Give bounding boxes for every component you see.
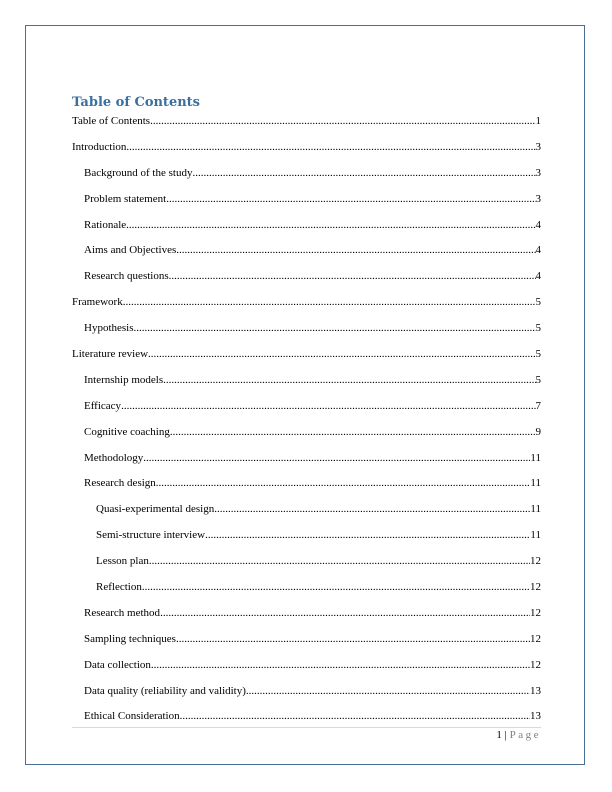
toc-entry-title: Cognitive coaching (84, 425, 170, 438)
toc-entry-page: 9 (535, 425, 541, 438)
toc-entry-leader (169, 269, 536, 284)
toc-entry-leader (176, 632, 530, 647)
toc-entry-leader (160, 606, 530, 621)
toc-entry[interactable] (72, 528, 541, 554)
toc-entry-page: 5 (535, 373, 541, 386)
toc-entry-page: 4 (535, 244, 541, 257)
toc-entry-page: 11 (530, 503, 541, 516)
toc-entry[interactable] (72, 321, 541, 347)
toc-entry-leader (170, 425, 536, 440)
page-number: 1 (496, 729, 502, 741)
toc-entry-leader (205, 528, 530, 543)
toc-entry-leader (166, 192, 535, 207)
toc-entry-leader (123, 295, 536, 310)
toc-entry-leader (121, 399, 535, 414)
toc-entry-page: 12 (530, 606, 541, 619)
toc-entry-leader (176, 243, 535, 258)
toc-entry-page: 13 (530, 684, 541, 697)
toc-entry-title: Literature review (72, 348, 149, 361)
toc-entry-title: Reflection (96, 581, 142, 594)
toc-entry-page: 1 (535, 115, 541, 127)
toc-entry-page: 11 (530, 451, 541, 464)
toc-entry-page: 12 (530, 555, 541, 568)
toc-entry[interactable] (72, 243, 541, 269)
toc-entry[interactable] (72, 192, 541, 218)
toc-entry[interactable] (72, 684, 541, 710)
toc-entry-page: 12 (530, 581, 541, 594)
toc-entry-title: Ethical Consideration (84, 710, 180, 723)
toc-entry[interactable] (72, 451, 541, 477)
toc-entry-title: Research method (84, 606, 161, 619)
toc-entry-leader (214, 502, 530, 517)
toc-entry-page: 13 (530, 710, 541, 723)
toc-entry-page: 3 (535, 166, 541, 179)
toc-entry[interactable] (72, 632, 541, 658)
toc-entry-page: 12 (530, 632, 541, 645)
toc-list (72, 114, 541, 735)
toc-entry-page: 11 (530, 477, 541, 490)
toc-entry-title: Table of Contents (72, 115, 151, 127)
toc-entry-title: Research questions (84, 270, 169, 283)
toc-entry-title: Rationale (84, 218, 127, 231)
toc-entry[interactable] (72, 580, 541, 606)
toc-entry[interactable] (72, 606, 541, 632)
toc-entry[interactable] (72, 347, 541, 373)
toc-entry-title: Hypothesis (84, 322, 134, 335)
toc-entry-title: Problem statement (84, 192, 167, 205)
toc-entry-page: 3 (535, 192, 541, 205)
toc-entry[interactable] (72, 114, 541, 140)
toc-entry[interactable] (72, 554, 541, 580)
toc-entry-title: Background of the study (84, 166, 193, 179)
toc-entry-leader (156, 476, 531, 491)
toc-entry-page: 3 (535, 140, 541, 153)
toc-entry-title: Efficacy (84, 399, 122, 412)
toc-entry-leader (192, 166, 535, 181)
toc-entry-leader (143, 451, 530, 466)
page-label: Page (509, 729, 541, 741)
toc-entry-title: Introduction (72, 140, 127, 153)
toc-entry-leader (148, 347, 535, 362)
toc-entry-page: 11 (530, 529, 541, 542)
toc-entry-leader (149, 554, 530, 569)
toc-entry-leader (151, 658, 530, 673)
toc-entry-title: Data quality (reliability and validity) (84, 684, 246, 697)
toc-entry-page: 4 (535, 270, 541, 283)
toc-entry[interactable] (72, 502, 541, 528)
page-footer (496, 729, 541, 741)
toc-heading: Table of Contents (72, 95, 200, 110)
toc-entry-title: Lesson plan (96, 555, 149, 568)
toc-entry-title: Methodology (84, 451, 144, 464)
toc-entry-title: Quasi-experimental design (96, 503, 215, 516)
toc-entry-title: Data collection (84, 658, 151, 671)
toc-entry[interactable] (72, 399, 541, 425)
toc-entry[interactable] (72, 373, 541, 399)
toc-entry-leader (180, 709, 530, 724)
toc-entry-leader (163, 373, 535, 388)
toc-entry-leader (126, 218, 535, 233)
toc-entry-leader (150, 114, 535, 129)
toc-entry[interactable] (72, 295, 541, 321)
toc-entry-page: 4 (535, 218, 541, 231)
toc-entry-leader (134, 321, 536, 336)
toc-entry-title: Aims and Objectives (84, 244, 177, 257)
toc-entry[interactable] (72, 425, 541, 451)
toc-entry[interactable] (72, 476, 541, 502)
toc-entry-leader (246, 684, 530, 699)
toc-entry[interactable] (72, 658, 541, 684)
toc-entry-page: 5 (535, 322, 541, 335)
toc-entry-title: Semi-structure interview (96, 529, 206, 542)
toc-entry[interactable] (72, 269, 541, 295)
footer-separator: | (504, 729, 507, 741)
toc-entry-title: Research design (84, 477, 156, 490)
toc-entry-title: Internship models (84, 373, 164, 386)
toc-entry[interactable] (72, 218, 541, 244)
toc-entry-page: 7 (535, 399, 541, 412)
toc-entry-page: 12 (530, 658, 541, 671)
toc-entry[interactable] (72, 166, 541, 192)
toc-entry[interactable] (72, 140, 541, 166)
footer-divider (72, 727, 541, 728)
toc-entry-page: 5 (535, 296, 541, 309)
toc-entry-page: 5 (535, 348, 541, 361)
toc-entry-title: Sampling techniques (84, 632, 176, 645)
toc-entry-title: Framework (72, 296, 123, 309)
toc-entry-leader (126, 140, 535, 155)
toc-entry[interactable] (72, 709, 541, 735)
toc-entry-leader (142, 580, 530, 595)
